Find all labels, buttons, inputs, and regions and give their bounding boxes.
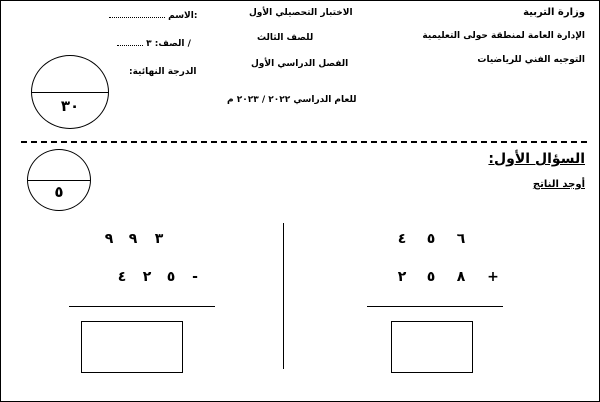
final-grade-divider (32, 92, 108, 93)
left-operator: - (192, 269, 198, 285)
exam-title: الاختبار التحصيلي الأول (249, 8, 353, 18)
name-field (109, 11, 197, 21)
question-title: السؤال الأول: (488, 151, 585, 167)
final-grade-circle (31, 55, 109, 129)
right-bottom-digit: ٥ (426, 269, 436, 285)
problems-divider (283, 223, 284, 369)
final-grade-label: الدرجة النهائية: (129, 67, 197, 77)
left-bottom-digit: ٤ (117, 269, 127, 285)
question-score-value: ٥ (54, 183, 64, 201)
right-bottom-digit: ٢ (397, 269, 407, 285)
right-answer-box[interactable] (391, 321, 473, 373)
right-top-digit: ٤ (397, 231, 407, 247)
left-difference-rule (69, 306, 215, 307)
question-instruction: أوجد الناتج (532, 179, 585, 190)
ministry-label: وزارة التربية (523, 7, 585, 18)
question-score-circle (27, 149, 91, 211)
left-answer-box[interactable] (81, 321, 183, 373)
section-separator (21, 141, 587, 143)
name-label: الاسم: (168, 11, 198, 21)
right-sum-rule (367, 306, 503, 307)
right-bottom-digit: ٨ (456, 269, 466, 285)
left-top-digit: ٩ (128, 231, 138, 247)
right-top-digit: ٥ (426, 231, 436, 247)
left-bottom-digit: ٥ (166, 269, 176, 285)
class-field (117, 39, 191, 49)
year-label: للعام الدراسي ٢٠٢٢ / ٢٠٢٣ م (227, 95, 357, 105)
left-top-digit: ٩ (104, 231, 114, 247)
right-top-digit: ٦ (456, 231, 466, 247)
grade-label: للصف الثالث (257, 33, 314, 43)
left-top-digit: ٣ (154, 231, 164, 247)
final-grade-value: ٣٠ (60, 97, 80, 115)
left-bottom-digit: ٢ (142, 269, 152, 285)
question-score-divider (28, 180, 90, 181)
guidance-label: التوجيه الفني للرياضيات (477, 55, 585, 65)
directorate-label: الإدارة العامة لمنطقة حولى التعليمية (422, 31, 585, 41)
semester-label: الفصل الدراسي الأول (251, 59, 349, 69)
class-label: الصف: ٣ / (146, 39, 191, 49)
right-operator: + (487, 269, 499, 285)
